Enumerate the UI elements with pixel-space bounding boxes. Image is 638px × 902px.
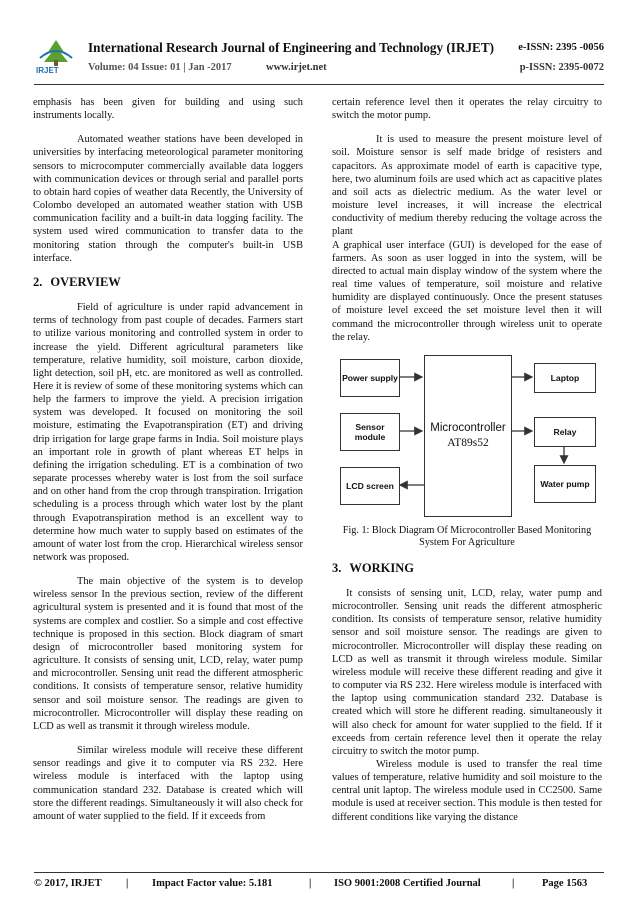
header-rule (34, 84, 604, 85)
footer-separator: | (512, 878, 515, 889)
laptop-box: Laptop (534, 363, 596, 393)
section-heading-overview: 2. OVERVIEW (33, 274, 121, 289)
left-paragraph-1: emphasis has been given for building and using such instruments locally. (33, 97, 303, 122)
left-column (33, 96, 303, 834)
volume-info: Volume: 04 Issue: 01 | Jan -2017 (88, 62, 232, 73)
journal-website-link[interactable]: www.irjet.net (266, 62, 327, 73)
figure-caption: Fig. 1: Block Diagram Of Microcontroller Based Monitoring System For Agriculture (342, 524, 592, 549)
footer-impact-factor: Impact Factor value: 5.181 (152, 878, 273, 889)
left-paragraph-3: Field of agriculture is under rapid advancement in terms of technology from past couple of decades. Farmers start to utilize various monitoring and controlled system in order to increase the yield. Different agricultural parameters like temperature, relative humidity, soil moisture, carbon dioxide, light detection, soil pH, etc. are monitored as well as controlled. Here it is review of some of these monitoring systems which can help the farmers to improve the yield. A precision irrigation system was developed. It focused on monitoring the soil moisture, estimating the Evapotranspiration (ET) and driving drip irrigation for large grape farms in India. Soil moisture plays an important role in growth of plant whereas ET helps in defining the irrigation scheduling. ET is a combination of two separate processes whereby water is lost from the soil surface and on other hand from the crop through transpiration. Irrigation scheduling is a process through which water lost by the plant through Evapotranspiration method is an excellent way to determine how much water to supply based on estimates of the amount of water lost from the crop. Hierarchical wireless sensor network was proposed. (33, 302, 303, 563)
footer-rule (34, 872, 604, 873)
sensor-module-box: Sensor module (340, 413, 400, 451)
block-diagram (334, 355, 600, 519)
power-supply-box: Power supply (340, 359, 400, 397)
section-heading-working: 3. WORKING (332, 560, 414, 575)
footer-page-number: Page 1563 (542, 878, 588, 889)
eissn: e-ISSN: 2395 -0056 (518, 42, 604, 53)
left-paragraph-4: The main objective of the system is to develop wireless sensor In the previous section, review of the different agricultural system is presented and it is found that most of the systems are complex and costlier. So a simple and cost effective technique is proposed in this section. Block diagram of smart design of microcontroller based monitoring system for agriculture. It consists of sensing unit, LCD, relay, water pump and microcontroller. Sensing unit read the different atmospheric conditions. It consists of temperature sensor, relative humidity sensor and soil moisture sensor. The readings are given to microcontroller. Microcontroller will display these reading on LCD as well as transmit it through wireless module. (33, 576, 303, 732)
microcontroller-box (424, 355, 512, 517)
logo-text: IRJET (36, 66, 59, 75)
footer-copyright: © 2017, IRJET (34, 878, 102, 889)
footer-iso: ISO 9001:2008 Certified Journal (334, 878, 481, 889)
pissn: p-ISSN: 2395-0072 (519, 62, 604, 73)
right-paragraph-1: certain reference level then it operates the relay circuitry to switch the motor pump. (332, 97, 602, 122)
journal-title: International Research Journal of Engineering and Technology (IRJET) (88, 40, 495, 55)
footer-separator: | (309, 878, 312, 889)
microcontroller-label: Microcontroller (430, 421, 506, 434)
right-paragraph-3: A graphical user interface (GUI) is developed for the ease of farmers. As soon as user logged in into the system, will be directed to actual main display window of the system where the real time values of temperature, soil moisture and relative humidity are displayed continuously. Once the present statuses of moisture level exceed the set moisture level then it will command the microcontroller through wireless unit to operate the relay. (332, 239, 602, 343)
microcontroller-model: AT89s52 (447, 436, 489, 449)
right-column (332, 96, 602, 835)
right-paragraph-2: It is used to measure the present moisture level of soil. Moisture sensor is self made bridge of resisters and capacitors. As approximate model of earth is capacitive type, here, two aluminum foils are used which act as capacitive plates and soil acts as dielectric medium. As the water level or moisture level increases, it will increase the electrical conductivity of medium thereby reducing the voltage across the plant (332, 134, 602, 238)
water-pump-box: Water pump (534, 465, 596, 503)
lcd-screen-box: LCD screen (340, 467, 400, 505)
page-header (34, 36, 604, 80)
left-paragraph-2: Automated weather stations have been developed in universities by interfacing meteorological parameter monitoring sensors to microcomputer commercially available data loggers with communication devices or through serial and parallel ports to obtain hard copies of weather data Recently, the University of Colombo developed an automated weather station with USB communication facility and a built-in data logging facility. The system used wired communication to transfer data to the monitoring station through the computer's built-in USB interface. (33, 134, 303, 264)
footer-separator: | (126, 878, 129, 889)
right-paragraph-4: It consists of sensing unit, LCD, relay, water pump and microcontroller. Sensing unit reads the different atmospheric condition. Its consists of temperature sensor, relative humidity sensor and soil moisture sensor. The readings are given to microcontroller. Microcontroller will display these reading on LCD as well as transmit it through wireless module. Similar wireless module will receive these different reading and give it to computer via RS 232. Here wireless module is interfaced with the laptop using communication standard 232. Database is created which will store he different reading. simultaneously it will also check for amount for water supplied to the field. If it exceeds from certain reference level then it operate the relay circuitry to switch the motor pump. (332, 587, 602, 757)
left-paragraph-5: Similar wireless module will receive these different sensor readings and give it to computer via RS 232. Here wireless module is interfaced with the laptop using communication standard 232. Database is created which will store the different readings. Simultaneously it will also check for amount of water supplied to the field. If it exceeds from (33, 745, 303, 822)
relay-box: Relay (534, 417, 596, 447)
right-paragraph-5: Wireless module is used to transfer the real time values of temperature, relative humidity and soil moisture to the central unit laptop. The wireless module used in CC2500. Same module is used at receiver section. This module is then tested for different conditions like varying the distance (332, 759, 602, 823)
